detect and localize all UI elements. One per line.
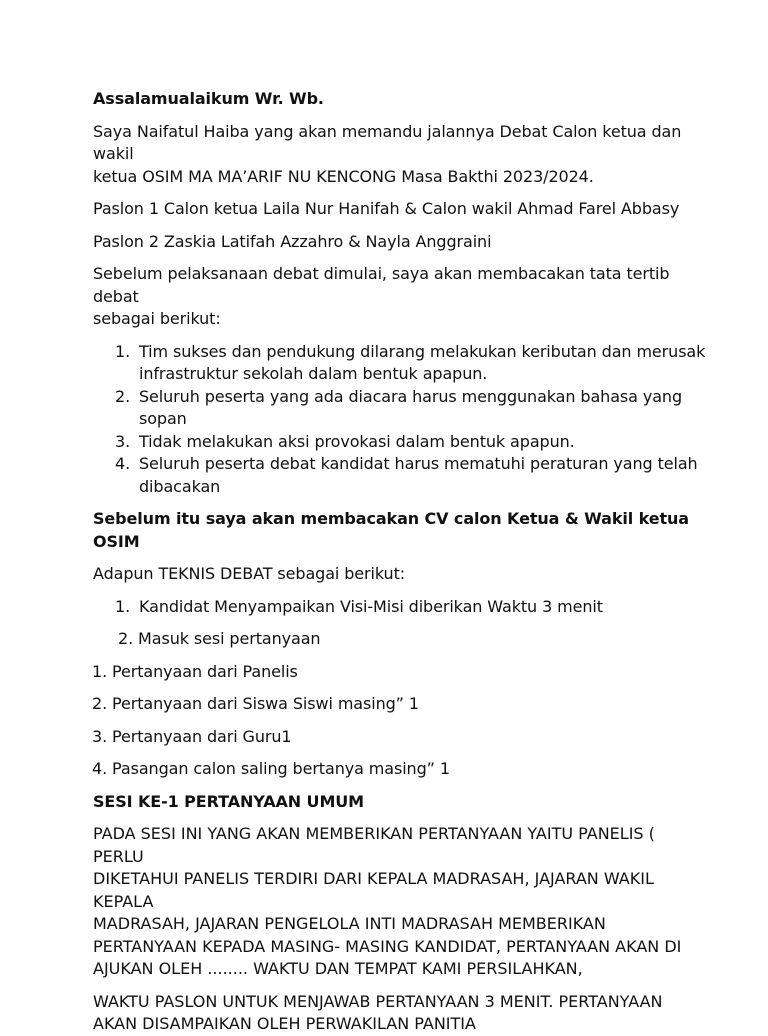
rules-list	[93, 341, 708, 499]
question-item-4: 4. Pasangan calon saling bertanya masing” 1	[92, 759, 450, 778]
paslon-1: Paslon 1 Calon ketua Laila Nur Hanifah & Calon wakil Ahmad Farel Abbasy	[93, 199, 680, 218]
list-text: Seluruh peserta yang ada diacara harus menggunakan bahasa yang sopan	[139, 386, 683, 428]
teknis-intro: Adapun TEKNIS DEBAT sebagai berikut:	[93, 564, 406, 583]
cv-heading: Sebelum itu saya akan membacakan CV calon Ketua & Wakil ketua OSIM	[93, 509, 690, 551]
list-number: 1.	[115, 596, 131, 616]
list-text: Tidak melakukan aksi provokasi dalam bentuk apapun.	[139, 431, 575, 451]
session-heading: SESI KE-1 PERTANYAAN UMUM	[93, 791, 364, 811]
question-item-2: 2. Pertanyaan dari Siswa Siswi masing” 1	[92, 694, 419, 713]
list-item	[93, 341, 708, 386]
list-item	[93, 431, 708, 454]
list-text: Kandidat Menyampaikan Visi-Misi diberikan Waktu 3 menit	[139, 596, 603, 616]
list-text: Tim sukses dan pendukung dilarang melakukan keributan dan merusak infrastruktur sekolah dalam bentuk apapun.	[139, 341, 706, 383]
list-number: 3.	[115, 431, 131, 451]
list-text: Seluruh peserta debat kandidat harus mematuhi peraturan yang telah dibacakan	[139, 454, 698, 496]
session-paragraph-2: WAKTU PASLON UNTUK MENJAWAB PERTANYAAN 3 MENIT. PERTANYAAN AKAN DISAMPAIKAN OLEH PERWAKILAN PANITIA	[93, 991, 663, 1033]
list-number: 2.	[115, 386, 131, 406]
teknis-item-2: 2. Masuk sesi pertanyaan	[118, 629, 321, 648]
paslon-2: Paslon 2 Zaskia Latifah Azzahro & Nayla Anggraini	[93, 231, 492, 251]
session-paragraph-1: PADA SESI INI YANG AKAN MEMBERIKAN PERTANYAAN YAITU PANELIS ( PERLU DIKETAHUI PANELIS TERDIRI DARI KEPALA MADRASAH, JAJARAN WAKIL KEPALA MADRASAH, JAJARAN PENGELOLA INTI MADRASAH MEMBERIKAN PERTANYAAN KEPADA MASING- MASING KANDIDAT, PERTANYAAN AKAN DI AJUKAN OLEH ........ WAKTU DAN TEMPAT KAMI PERSILAHKAN,	[93, 824, 682, 978]
teknis-item-1	[93, 596, 708, 619]
intro-paragraph: Saya Naifatul Haiba yang akan memandu jalannya Debat Calon ketua dan wakil ketua OSIM MA MA’ARIF NU KENCONG Masa Bakthi 2023/2024.	[93, 121, 682, 186]
question-item-1: 1. Pertanyaan dari Panelis	[92, 661, 298, 681]
list-item	[93, 386, 708, 431]
question-item-3: 3. Pertanyaan dari Guru1	[92, 726, 292, 746]
rules-intro: Sebelum pelaksanaan debat dimulai, saya akan membacakan tata tertib debat sebagai berikut:	[93, 264, 670, 328]
list-number: 1.	[115, 341, 131, 361]
list-number: 4.	[115, 454, 131, 473]
greeting: Assalamualaikum Wr. Wb.	[93, 89, 324, 108]
list-item	[93, 453, 708, 498]
